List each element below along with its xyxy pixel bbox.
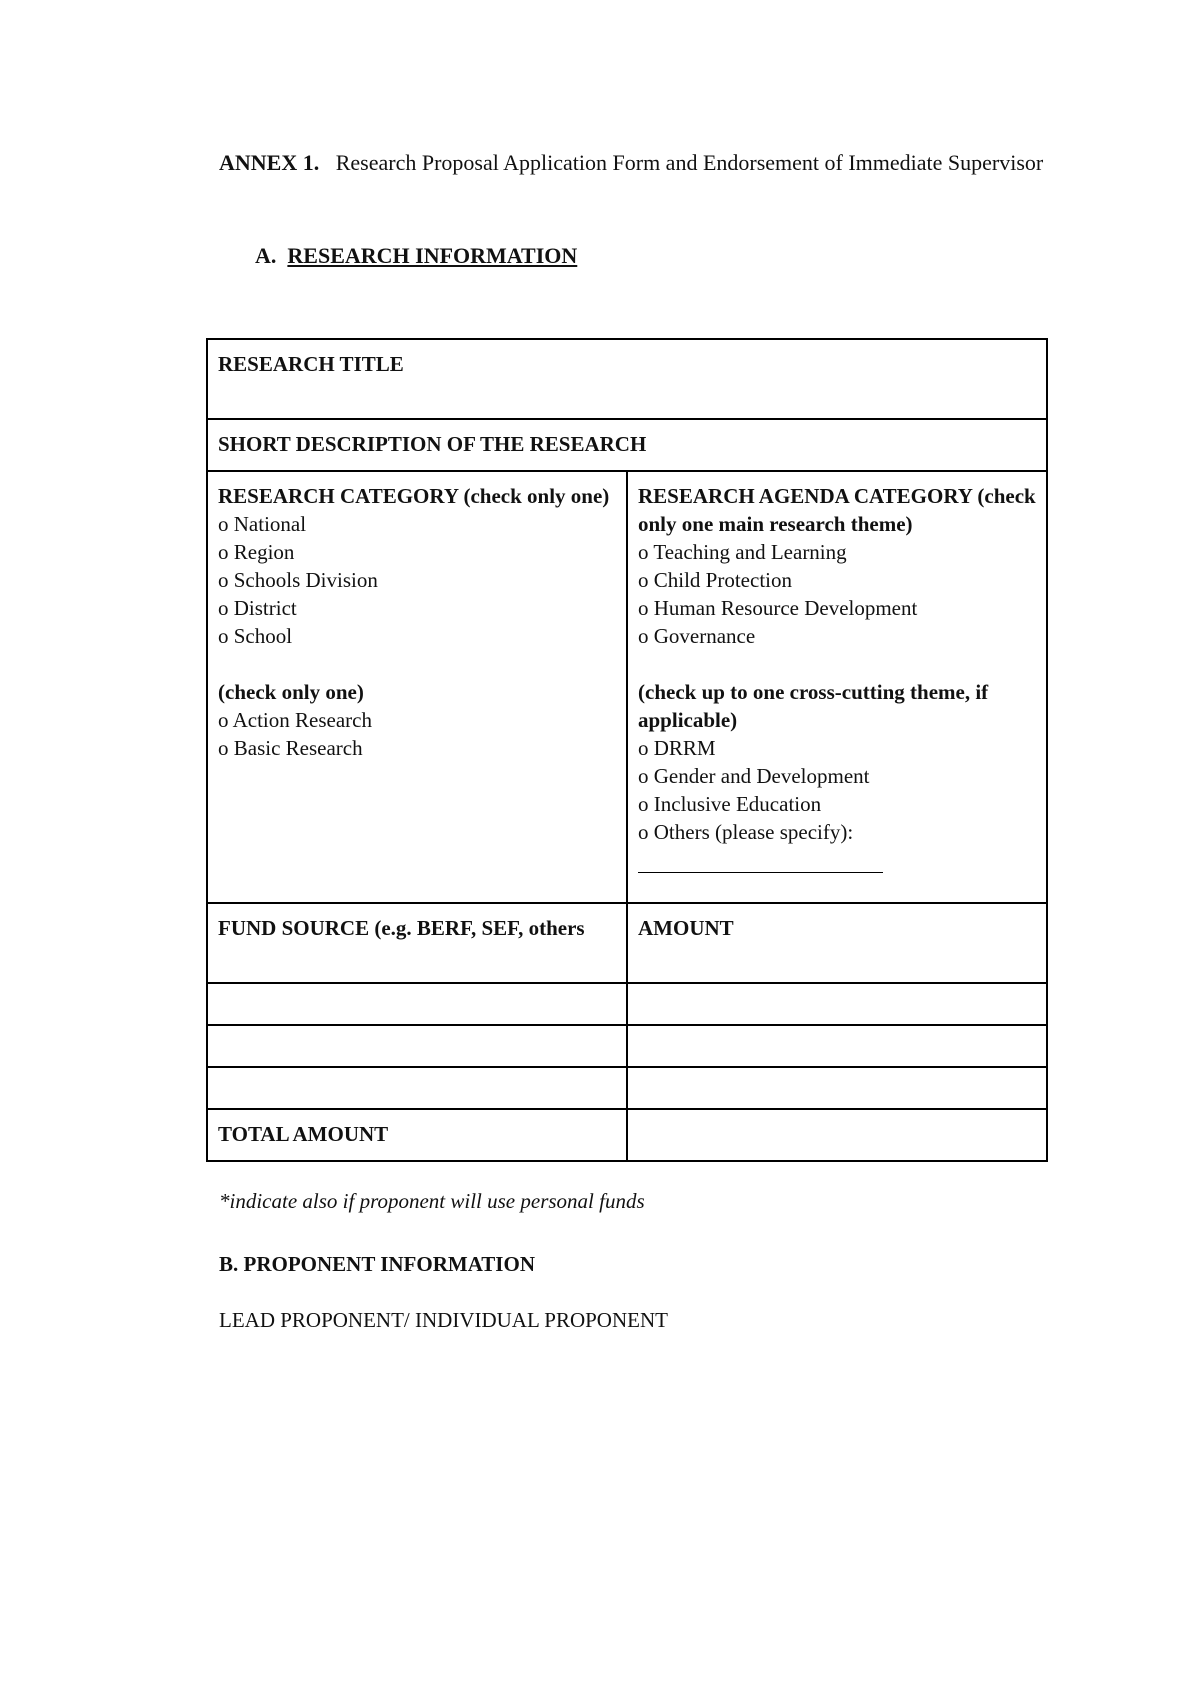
section-a-letter: A.	[255, 243, 277, 268]
section-a-heading	[255, 242, 577, 270]
fund-source-entry-cell[interactable]	[207, 983, 627, 1025]
total-amount-label-cell	[207, 1109, 627, 1161]
cross-option-others[interactable]: o Others (please specify):	[638, 820, 854, 844]
amount-label: AMOUNT	[638, 916, 734, 940]
fund-source-label: FUND SOURCE (e.g. BERF, SEF, others	[218, 916, 585, 940]
cross-cutting-header: (check up to one cross-cutting theme, if applicable)	[638, 680, 989, 732]
section-a-title: RESEARCH INFORMATION	[287, 243, 578, 268]
type-option-basic-research[interactable]: o Basic Research	[218, 736, 363, 760]
amount-entry-cell[interactable]	[627, 1025, 1047, 1067]
short-description-label: SHORT DESCRIPTION OF THE RESEARCH	[218, 432, 647, 456]
fund-source-header-cell	[207, 903, 627, 983]
agenda-option-child-protection[interactable]: o Child Protection	[638, 568, 792, 592]
research-agenda-cell	[627, 471, 1047, 903]
research-title-cell[interactable]	[207, 339, 1047, 419]
agenda-option-hr-development[interactable]: o Human Resource Development	[638, 596, 918, 620]
research-category-header: RESEARCH CATEGORY (check only one)	[218, 484, 610, 508]
category-option-schools-division[interactable]: o Schools Division	[218, 568, 378, 592]
research-type-header: (check only one)	[218, 680, 364, 704]
annex-heading	[219, 147, 1049, 179]
category-option-district[interactable]: o District	[218, 596, 297, 620]
cross-option-drrm[interactable]: o DRRM	[638, 736, 716, 760]
category-option-region[interactable]: o Region	[218, 540, 295, 564]
amount-entry-cell[interactable]	[627, 1067, 1047, 1109]
fund-source-entry-cell[interactable]	[207, 1067, 627, 1109]
fund-source-entry-cell[interactable]	[207, 1025, 627, 1067]
total-amount-entry-cell[interactable]	[627, 1109, 1047, 1161]
research-title-label: RESEARCH TITLE	[218, 352, 404, 376]
annex-label: ANNEX 1.	[219, 150, 320, 175]
category-option-national[interactable]: o National	[218, 512, 307, 536]
total-amount-label: TOTAL AMOUNT	[218, 1122, 389, 1146]
lead-proponent-label: LEAD PROPONENT/ INDIVIDUAL PROPONENT	[219, 1308, 668, 1332]
research-category-cell	[207, 471, 627, 903]
amount-entry-cell[interactable]	[627, 983, 1047, 1025]
research-information-table	[206, 338, 1048, 1162]
agenda-option-teaching-learning[interactable]: o Teaching and Learning	[638, 540, 847, 564]
section-b-heading: B. PROPONENT INFORMATION	[219, 1252, 535, 1276]
type-option-action-research[interactable]: o Action Research	[218, 708, 372, 732]
agenda-option-governance[interactable]: o Governance	[638, 624, 756, 648]
personal-funds-note: *indicate also if proponent will use personal funds	[219, 1189, 645, 1213]
cross-option-gender-development[interactable]: o Gender and Development	[638, 764, 870, 788]
category-option-school[interactable]: o School	[218, 624, 293, 648]
short-description-cell[interactable]	[207, 419, 1047, 471]
cross-option-inclusive-education[interactable]: o Inclusive Education	[638, 792, 822, 816]
others-specify-line[interactable]	[638, 848, 883, 873]
annex-title: Research Proposal Application Form and Endorsement of Immediate Supervisor	[335, 150, 1044, 175]
research-agenda-header: RESEARCH AGENDA CATEGORY (check only one main research theme)	[638, 484, 1036, 536]
amount-header-cell	[627, 903, 1047, 983]
